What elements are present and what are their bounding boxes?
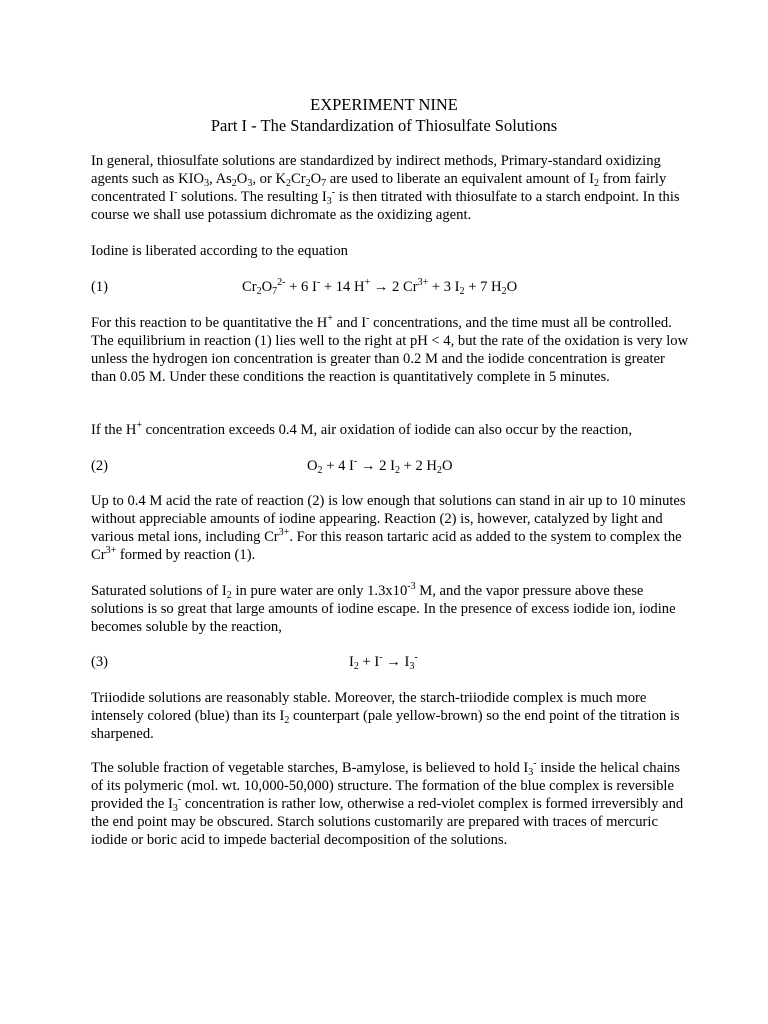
paragraph-saturated: Saturated solutions of $I_2$ in pure water are only $1.3x10^{-3}$ M, and the vapor pressure above these solutions is so great that large amounts of iodine escape. In the presence of excess iodide ion, iodine becomes soluble by the reaction, [91,581,676,635]
equation-number-2: (2) [91,458,109,474]
paragraph-starch: The soluble fraction of vegetable starches, B-amylose, is believed to hold $I_3^-$ inside the helical chains of its polymeric (mol. wt. 10,000-50,000) structure. The formation of the blue complex is reversible provided the $I_3^-$ concentration is rather low, otherwise a red-violet complex is formed irreversibly and the end point may be obscured. Starch solutions customarily are prepared with traces of mercuric iodide or boric acid to impede bacterial decomposition of the solutions. [91,758,684,848]
paragraph-acid-rate: Up to 0.4 M acid the rate of reaction (2) is low enough that solutions can stand in air up to 10 minutes without appreciable amounts of iodine appearing. Reaction (2) is, however, catalyzed by light and various metal ions, including $Cr^{3+}$. For this reason tartaric acid as added to the system to complex the $Cr^{3+}$ formed by reaction (1). [91,493,686,563]
paragraph-liberation: Iodine is liberated according to the equation [91,243,348,259]
experiment-subtitle: Part I - The Standardization of Thiosulfate Solutions [210,116,558,135]
paragraph-air-oxidation: If the H+ concentration exceeds 0.4 M, air oxidation of iodide can also occur by the reaction, [91,420,632,438]
paragraph-quantitative: For this reaction to be quantitative the H+ and I- concentrations, and the time must all be controlled. The equilibrium in reaction (1) lies well to the right at pH < 4, but the rate of the oxidation is very low unless the hydrogen ion concentration is greater than 0.2 M and the iodide concentration is greater than 0.05 M. Under these conditions the reaction is quantitatively complete in 5 minutes. [91,313,689,385]
paragraph-intro: In general, thiosulfate solutions are standardized by indirect methods, Primary-standard oxidizing agents such as $KIO_3$, $As_2O_3$, or $K_2Cr_2O_7$ are used to liberate an equivalent amount of $I_2$ from fairly concentrated I- solutions. The resulting $I_3^-$ is then titrated with thiosulfate to a starch endpoint. In this course we shall use potassium dichromate as the oxidizing agent. [91,153,680,223]
equation-2: $O_2 + 4$ I- → 2 $I_2 + 2$ $H_2O$ [307,456,453,476]
paragraph-triiodide: Triiodide solutions are reasonably stable. Moreover, the starch-triiodide complex is much more intensely colored (blue) than its $I_2$ counterpart (pale yellow-brown) so the end point of the titration is sharpened. [91,690,680,742]
equation-1: $Cr_2O_7^{2-} + 6$ I- + 14 H+ → 2 $Cr^{3+} + 3$ $I_2 + 7$ $H_2O$ [242,277,518,297]
equation-number-1: (1) [91,279,109,295]
experiment-title: EXPERIMENT NINE [310,95,458,114]
equation-number-3: (3) [91,654,109,670]
equation-3: $I_2 + I^- \to I_3^-$ [349,652,418,672]
